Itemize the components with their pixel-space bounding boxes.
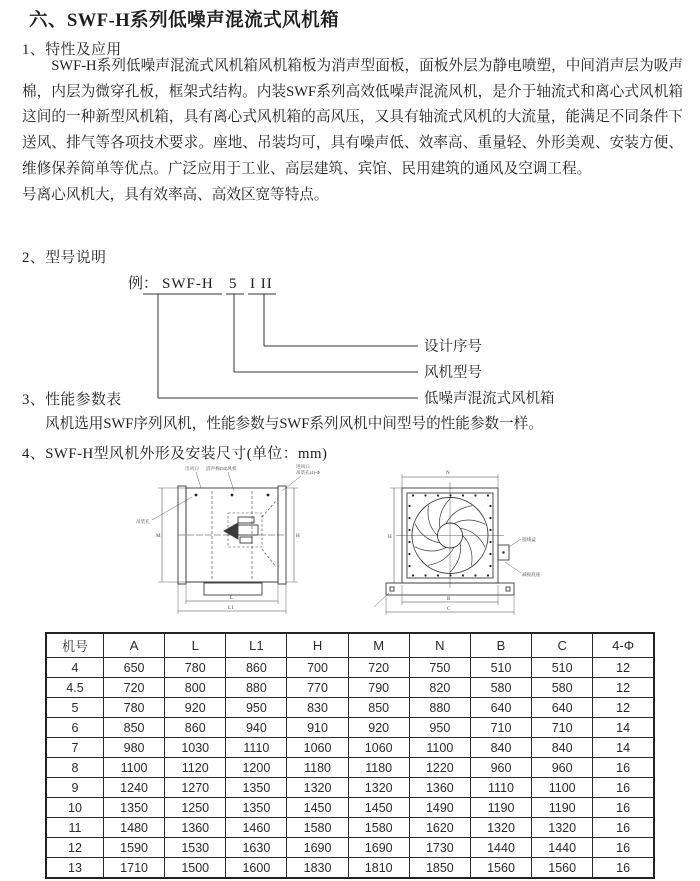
side-dim-right: H bbox=[296, 533, 300, 539]
table-cell: 840 bbox=[470, 738, 531, 758]
table-row bbox=[46, 718, 654, 738]
table-cell: 1580 bbox=[348, 818, 409, 838]
table-cell: 1120 bbox=[165, 758, 226, 778]
callout-box-name: 低噪声混流式风机箱 bbox=[424, 391, 555, 407]
table-cell: 1110 bbox=[226, 738, 287, 758]
table-cell: 1350 bbox=[104, 798, 165, 818]
table-header-cell: L1 bbox=[226, 633, 287, 658]
table-cell: 1350 bbox=[226, 778, 287, 798]
table-cell: 960 bbox=[470, 758, 531, 778]
callout-design-serial: 设计序号 bbox=[424, 339, 482, 355]
front-view-drawing bbox=[374, 474, 521, 615]
table-cell: 16 bbox=[593, 798, 654, 818]
table-cell: 940 bbox=[226, 718, 287, 738]
bolt-dot bbox=[489, 505, 491, 507]
page-title: 六、SWF-H系列低噪声混流式风机箱 bbox=[29, 11, 340, 31]
dimensions-table bbox=[45, 632, 655, 879]
table-cell: 510 bbox=[532, 658, 593, 678]
table-cell: 850 bbox=[104, 718, 165, 738]
fan-blade bbox=[415, 524, 440, 543]
table-header-cell: 4-Φ bbox=[593, 633, 654, 658]
table-cell: 1500 bbox=[165, 858, 226, 879]
table-cell: 910 bbox=[287, 718, 348, 738]
table-cell: 1630 bbox=[226, 838, 287, 858]
table-cell: 1590 bbox=[104, 838, 165, 858]
front-dim-outer: C bbox=[447, 606, 451, 612]
table-cell: 710 bbox=[470, 718, 531, 738]
callout-fan-model: 风机型号 bbox=[424, 365, 482, 381]
table-cell: 1810 bbox=[348, 858, 409, 879]
table-cell: 700 bbox=[287, 658, 348, 678]
bolt-dot bbox=[489, 517, 491, 519]
table-cell: 640 bbox=[532, 698, 593, 718]
bolt-dot bbox=[437, 574, 439, 576]
table-cell: 1530 bbox=[165, 838, 226, 858]
front-dim-inner: B bbox=[447, 596, 451, 602]
table-header-cell: N bbox=[409, 633, 470, 658]
table-cell: 1450 bbox=[348, 798, 409, 818]
table-cell: 820 bbox=[409, 678, 470, 698]
table-cell: 8 bbox=[46, 758, 104, 778]
table-cell: 13 bbox=[46, 858, 104, 879]
model-design-no: I II bbox=[250, 276, 273, 292]
table-cell: 960 bbox=[532, 758, 593, 778]
table-row bbox=[46, 818, 654, 838]
side-view-drawing bbox=[152, 472, 301, 614]
table-cell: 790 bbox=[348, 678, 409, 698]
table-cell: 16 bbox=[593, 838, 654, 858]
table-row bbox=[46, 678, 654, 698]
table-cell: 650 bbox=[104, 658, 165, 678]
side-label-liner: 消声棉(50)风机 bbox=[206, 466, 237, 471]
table-cell: 580 bbox=[470, 678, 531, 698]
table-cell: 830 bbox=[287, 698, 348, 718]
table-cell: 5 bbox=[46, 698, 104, 718]
table-cell: 1710 bbox=[104, 858, 165, 879]
table-cell: 16 bbox=[593, 818, 654, 838]
table-cell: 840 bbox=[532, 738, 593, 758]
table-cell: 860 bbox=[165, 718, 226, 738]
dimensions-table-wrapper bbox=[45, 632, 655, 879]
table-cell: 9 bbox=[46, 778, 104, 798]
features-paragraph: SWF-H系列低噪声混流式风机箱风机箱板为消声型面板，面板外层为静电喷塑，中间消声层为吸声棉，内层为微穿孔板，框架式结构。内装SWF系列高效低噪声混流风机，是介于轴流式和离心式风机箱这间的一种新型风机箱，具有离心式风机箱的高风压，又具有轴流式风机的大流量，能满足不同条件下送风、排气等各项技术要求。座地、吊装均可，具有噪声低、效率高、重量轻、外形美观、安装方便、维修保养简单等优点。广泛应用于工业、高层建筑、宾馆、民用建筑的通风及空调工程。 bbox=[22, 58, 683, 177]
installation-drawings bbox=[0, 461, 700, 631]
fan-blade bbox=[428, 505, 438, 535]
bolt-dot bbox=[462, 494, 464, 496]
table-cell: 1320 bbox=[287, 778, 348, 798]
table-cell: 1250 bbox=[165, 798, 226, 818]
table-cell: 1060 bbox=[287, 738, 348, 758]
table-row bbox=[46, 698, 654, 718]
table-cell: 1320 bbox=[470, 818, 531, 838]
bolt-dot bbox=[424, 574, 426, 576]
table-cell: 980 bbox=[104, 738, 165, 758]
bolt-dot bbox=[474, 494, 476, 496]
model-size: 5 bbox=[229, 276, 238, 292]
bolt-dot bbox=[412, 574, 414, 576]
table-cell: 1460 bbox=[226, 818, 287, 838]
bolt-dot bbox=[408, 529, 410, 531]
table-cell: 950 bbox=[226, 698, 287, 718]
bolt-dot bbox=[449, 574, 451, 576]
table-header-cell: H bbox=[287, 633, 348, 658]
table-cell: 1560 bbox=[470, 858, 531, 879]
table-cell: 1030 bbox=[165, 738, 226, 758]
bolt-dot bbox=[424, 494, 426, 496]
table-cell: 1060 bbox=[348, 738, 409, 758]
table-cell: 1320 bbox=[348, 778, 409, 798]
bolt-dot bbox=[408, 565, 410, 567]
table-cell: 1580 bbox=[287, 818, 348, 838]
table-cell: 1100 bbox=[104, 758, 165, 778]
table-header-cell: A bbox=[104, 633, 165, 658]
fan-blade bbox=[415, 547, 446, 551]
table-cell: 4 bbox=[46, 658, 104, 678]
table-cell: 1620 bbox=[409, 818, 470, 838]
table-header-cell: L bbox=[165, 633, 226, 658]
front-dim-top: N bbox=[446, 470, 450, 476]
bolt-dot bbox=[489, 565, 491, 567]
table-cell: 12 bbox=[593, 658, 654, 678]
table-cell: 850 bbox=[348, 698, 409, 718]
section-2-heading: 2、型号说明 bbox=[22, 250, 107, 266]
bolt-dot bbox=[408, 505, 410, 507]
table-cell: 1350 bbox=[226, 798, 287, 818]
table-cell: 1440 bbox=[470, 838, 531, 858]
fan-blade bbox=[463, 536, 473, 566]
front-label-base: 减振底座 bbox=[522, 572, 541, 577]
table-cell: 1180 bbox=[348, 758, 409, 778]
bolt-dot bbox=[489, 529, 491, 531]
table-cell: 1850 bbox=[409, 858, 470, 879]
table-cell: 880 bbox=[409, 698, 470, 718]
table-cell: 1690 bbox=[287, 838, 348, 858]
table-cell: 4.5 bbox=[46, 678, 104, 698]
side-dim-inner: L bbox=[230, 595, 234, 601]
table-cell: 860 bbox=[226, 658, 287, 678]
side-label-hole: 吊装孔(4)-Φ bbox=[296, 470, 321, 475]
table-cell: 1110 bbox=[470, 778, 531, 798]
table-header-cell: B bbox=[470, 633, 531, 658]
table-cell: 1270 bbox=[165, 778, 226, 798]
table-cell: 1450 bbox=[287, 798, 348, 818]
table-cell: 16 bbox=[593, 858, 654, 879]
table-header-cell: C bbox=[532, 633, 593, 658]
table-cell: 1190 bbox=[532, 798, 593, 818]
table-cell: 1560 bbox=[532, 858, 593, 879]
table-cell: 1190 bbox=[470, 798, 531, 818]
bolt-dot bbox=[487, 574, 489, 576]
side-dim-outer: L1 bbox=[228, 605, 234, 611]
performance-note: 风机选用SWF序列风机，性能参数与SWF系列风机中间型号的性能参数一样。 bbox=[45, 416, 543, 432]
table-cell: 710 bbox=[532, 718, 593, 738]
fan-blade bbox=[460, 528, 485, 547]
table-cell: 1360 bbox=[165, 818, 226, 838]
table-cell: 16 bbox=[593, 778, 654, 798]
table-cell: 14 bbox=[593, 738, 654, 758]
section-1-heading: 1、特性及应用 bbox=[22, 42, 122, 58]
table-cell: 1180 bbox=[287, 758, 348, 778]
table-cell: 1100 bbox=[532, 778, 593, 798]
table-cell: 1600 bbox=[226, 858, 287, 879]
table-cell: 780 bbox=[104, 698, 165, 718]
table-row bbox=[46, 798, 654, 818]
bolt-dot bbox=[449, 494, 451, 496]
bolt-dot bbox=[412, 494, 414, 496]
table-row bbox=[46, 778, 654, 798]
table-cell: 12 bbox=[593, 678, 654, 698]
model-example-label: 例： bbox=[128, 276, 159, 292]
section-3-heading: 3、性能参数表 bbox=[22, 392, 122, 408]
table-cell: 510 bbox=[470, 658, 531, 678]
table-cell: 10 bbox=[46, 798, 104, 818]
model-diagram-lines bbox=[143, 294, 418, 398]
table-row bbox=[46, 858, 654, 879]
bolt-dot bbox=[408, 517, 410, 519]
table-cell: 580 bbox=[532, 678, 593, 698]
table-cell: 770 bbox=[287, 678, 348, 698]
table-cell: 6 bbox=[46, 718, 104, 738]
bolt-dot bbox=[462, 574, 464, 576]
table-cell: 12 bbox=[593, 698, 654, 718]
table-cell: 1220 bbox=[409, 758, 470, 778]
table-cell: 1240 bbox=[104, 778, 165, 798]
table-cell: 950 bbox=[409, 718, 470, 738]
table-row bbox=[46, 738, 654, 758]
bolt-dot bbox=[487, 494, 489, 496]
side-dim-left: M bbox=[156, 533, 161, 539]
table-cell: 1730 bbox=[409, 838, 470, 858]
table-header-cell: 机号 bbox=[46, 633, 104, 658]
table-row bbox=[46, 838, 654, 858]
table-cell: 1360 bbox=[409, 778, 470, 798]
fan-blade bbox=[454, 520, 485, 524]
table-cell: 640 bbox=[470, 698, 531, 718]
table-cell: 1200 bbox=[226, 758, 287, 778]
front-dim-left: H bbox=[388, 534, 392, 540]
table-cell: 1830 bbox=[287, 858, 348, 879]
table-cell: 920 bbox=[165, 698, 226, 718]
table-cell: 750 bbox=[409, 658, 470, 678]
bolt-dot bbox=[474, 574, 476, 576]
table-cell: 14 bbox=[593, 718, 654, 738]
table-cell: 880 bbox=[226, 678, 287, 698]
bolt-dot bbox=[489, 553, 491, 555]
table-cell: 1490 bbox=[409, 798, 470, 818]
table-header-cell: M bbox=[348, 633, 409, 658]
table-cell: 7 bbox=[46, 738, 104, 758]
table-header-row bbox=[46, 633, 654, 658]
front-label-junction-box: 接线盒 bbox=[522, 537, 536, 542]
table-cell: 800 bbox=[165, 678, 226, 698]
bolt-dot bbox=[408, 553, 410, 555]
bolt-dot bbox=[408, 541, 410, 543]
features-paragraph-extra: 号离心风机大，具有效率高、高效区宽等特点。 bbox=[22, 186, 329, 203]
table-cell: 1440 bbox=[532, 838, 593, 858]
table-cell: 12 bbox=[46, 838, 104, 858]
table-row bbox=[46, 658, 654, 678]
table-cell: 920 bbox=[348, 718, 409, 738]
table-cell: 16 bbox=[593, 758, 654, 778]
features-text-block bbox=[22, 54, 683, 208]
table-cell: 720 bbox=[348, 658, 409, 678]
side-label-hanger: 吊装孔 bbox=[136, 519, 150, 524]
airflow-arrow bbox=[224, 523, 238, 539]
table-cell: 1690 bbox=[348, 838, 409, 858]
table-cell: 1100 bbox=[409, 738, 470, 758]
table-cell: 11 bbox=[46, 818, 104, 838]
table-cell: 720 bbox=[104, 678, 165, 698]
section-4-heading: 4、SWF-H型风机外形及安装尺寸(单位：mm) bbox=[22, 446, 328, 462]
bolt-dot bbox=[437, 494, 439, 496]
table-cell: 780 bbox=[165, 658, 226, 678]
model-code: SWF-H bbox=[162, 276, 214, 292]
side-label-inlet: 进风口 bbox=[296, 464, 310, 469]
bolt-dot bbox=[489, 541, 491, 543]
side-label-outlet: 出风口 bbox=[185, 466, 199, 471]
table-cell: 1320 bbox=[532, 818, 593, 838]
table-row bbox=[46, 758, 654, 778]
table-cell: 1480 bbox=[104, 818, 165, 838]
